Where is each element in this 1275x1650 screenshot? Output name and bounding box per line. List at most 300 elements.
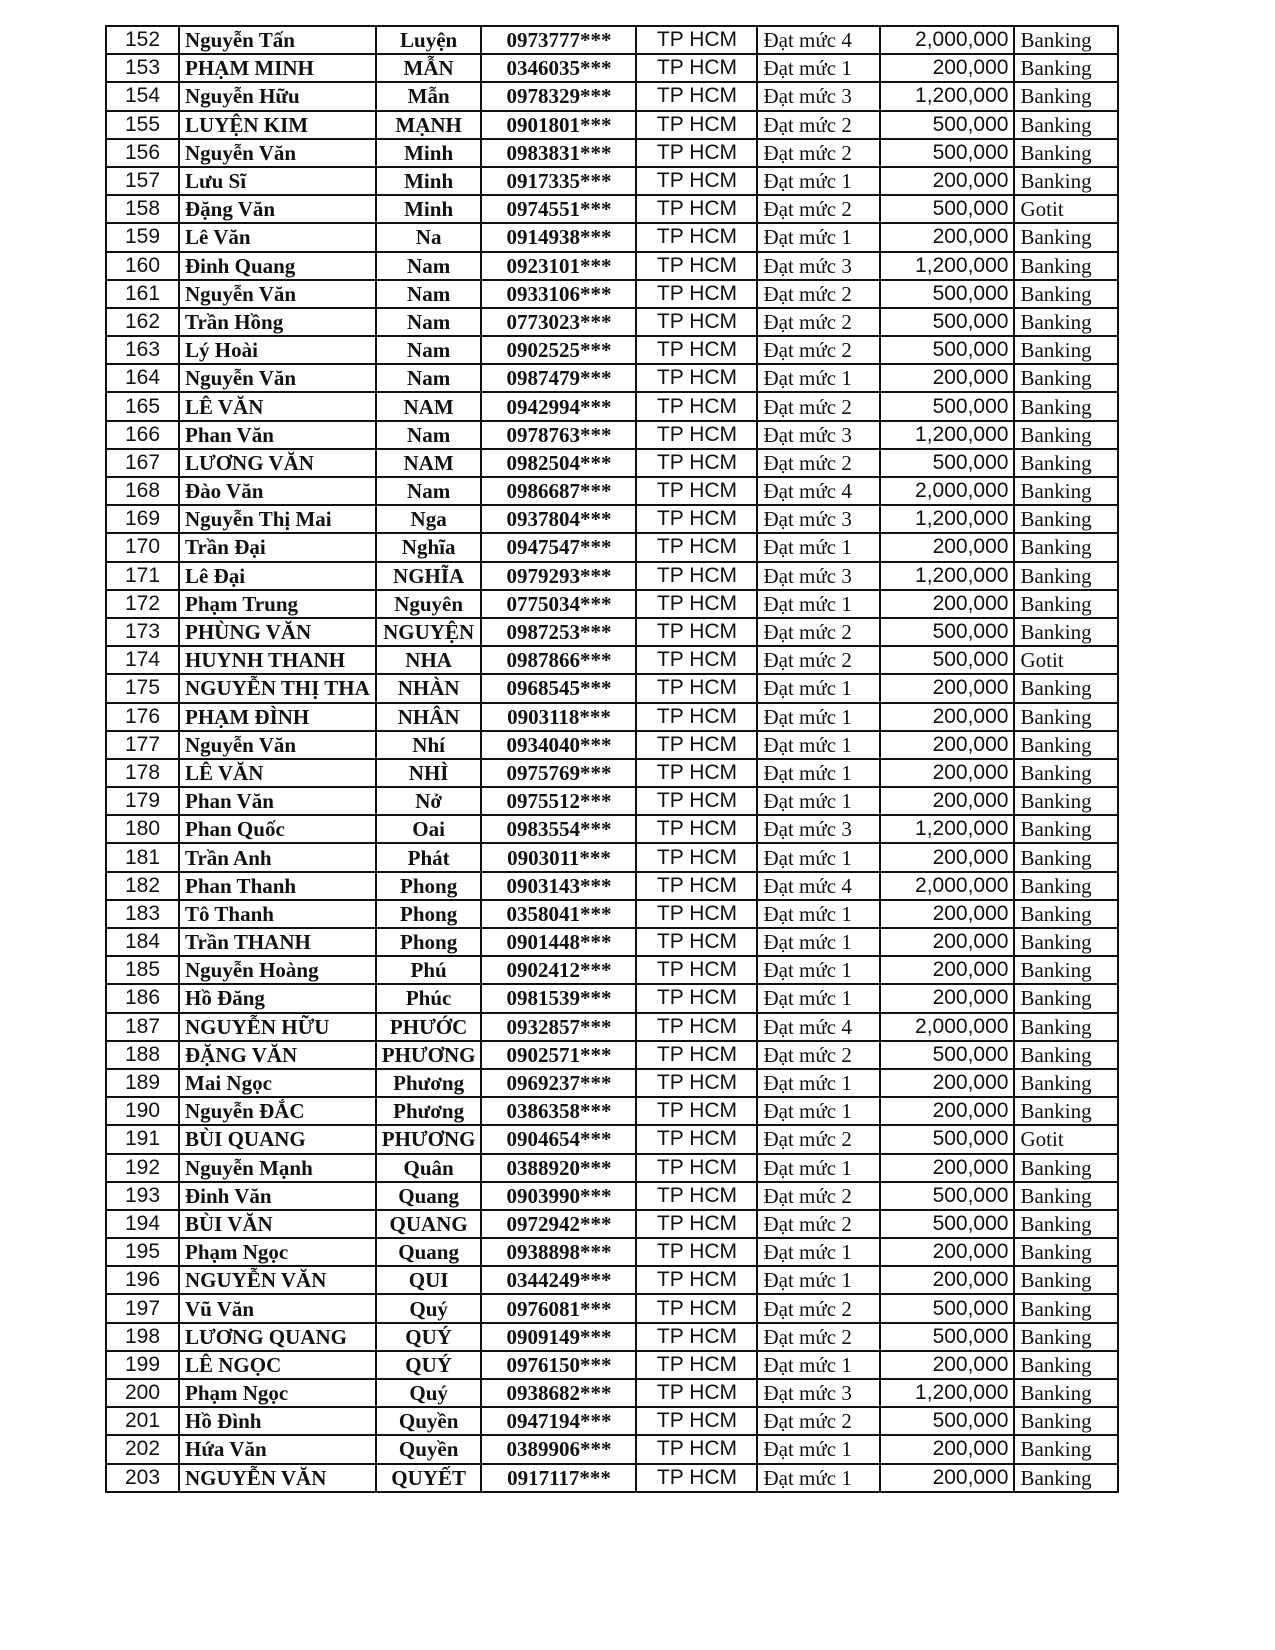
phone-cell: 0987479*** xyxy=(481,364,636,392)
level-cell: Đạt mức 1 xyxy=(757,787,880,815)
city-cell: TP HCM xyxy=(636,674,757,702)
last-name-cell: Nguyễn Văn xyxy=(179,731,376,759)
last-name-cell: NGUYỄN HỮU xyxy=(179,1013,376,1041)
payment-method-cell: Banking xyxy=(1014,308,1118,336)
row-number: 164 xyxy=(106,364,179,392)
first-name-cell: Phúc xyxy=(376,984,482,1012)
payment-method-cell: Banking xyxy=(1014,731,1118,759)
payment-method-cell: Banking xyxy=(1014,703,1118,731)
first-name-cell: QUYẾT xyxy=(376,1464,482,1492)
first-name-cell: Minh xyxy=(376,139,482,167)
amount-cell: 2,000,000 xyxy=(880,872,1014,900)
city-cell: TP HCM xyxy=(636,252,757,280)
table-row xyxy=(106,1379,1118,1407)
level-cell: Đạt mức 2 xyxy=(757,1323,880,1351)
table-row xyxy=(106,252,1118,280)
city-cell: TP HCM xyxy=(636,336,757,364)
phone-cell: 0389906*** xyxy=(481,1435,636,1463)
last-name-cell: BÙI QUANG xyxy=(179,1125,376,1153)
amount-cell: 200,000 xyxy=(880,590,1014,618)
last-name-cell: Phan Văn xyxy=(179,787,376,815)
city-cell: TP HCM xyxy=(636,195,757,223)
city-cell: TP HCM xyxy=(636,1097,757,1125)
first-name-cell: NHÀN xyxy=(376,674,482,702)
first-name-cell: Quý xyxy=(376,1379,482,1407)
payment-method-cell: Banking xyxy=(1014,843,1118,871)
level-cell: Đạt mức 4 xyxy=(757,1013,880,1041)
phone-cell: 0987866*** xyxy=(481,646,636,674)
amount-cell: 200,000 xyxy=(880,956,1014,984)
phone-cell: 0972942*** xyxy=(481,1210,636,1238)
row-number: 196 xyxy=(106,1266,179,1294)
first-name-cell: PHƯƠNG xyxy=(376,1125,482,1153)
table-row xyxy=(106,956,1118,984)
table-row xyxy=(106,1464,1118,1492)
first-name-cell: Nam xyxy=(376,336,482,364)
city-cell: TP HCM xyxy=(636,1294,757,1322)
city-cell: TP HCM xyxy=(636,1125,757,1153)
level-cell: Đạt mức 2 xyxy=(757,1125,880,1153)
row-number: 203 xyxy=(106,1464,179,1492)
payment-method-cell: Banking xyxy=(1014,223,1118,251)
last-name-cell: Tô Thanh xyxy=(179,900,376,928)
payment-method-cell: Banking xyxy=(1014,900,1118,928)
phone-cell: 0983554*** xyxy=(481,815,636,843)
payment-method-cell: Banking xyxy=(1014,421,1118,449)
first-name-cell: Minh xyxy=(376,167,482,195)
amount-cell: 1,200,000 xyxy=(880,421,1014,449)
first-name-cell: PHƯƠNG xyxy=(376,1041,482,1069)
level-cell: Đạt mức 2 xyxy=(757,1294,880,1322)
amount-cell: 200,000 xyxy=(880,731,1014,759)
row-number: 190 xyxy=(106,1097,179,1125)
table-row xyxy=(106,1182,1118,1210)
row-number: 152 xyxy=(106,26,179,54)
amount-cell: 1,200,000 xyxy=(880,82,1014,110)
phone-cell: 0976150*** xyxy=(481,1351,636,1379)
level-cell: Đạt mức 1 xyxy=(757,731,880,759)
payment-method-cell: Banking xyxy=(1014,1041,1118,1069)
payment-method-cell: Banking xyxy=(1014,1210,1118,1238)
first-name-cell: Mẫn xyxy=(376,82,482,110)
row-number: 189 xyxy=(106,1069,179,1097)
phone-cell: 0968545*** xyxy=(481,674,636,702)
amount-cell: 500,000 xyxy=(880,1407,1014,1435)
first-name-cell: Quang xyxy=(376,1238,482,1266)
phone-cell: 0973777*** xyxy=(481,26,636,54)
level-cell: Đạt mức 1 xyxy=(757,759,880,787)
city-cell: TP HCM xyxy=(636,54,757,82)
level-cell: Đạt mức 2 xyxy=(757,336,880,364)
amount-cell: 1,200,000 xyxy=(880,562,1014,590)
last-name-cell: Nguyễn ĐẮC xyxy=(179,1097,376,1125)
level-cell: Đạt mức 2 xyxy=(757,280,880,308)
level-cell: Đạt mức 4 xyxy=(757,477,880,505)
level-cell: Đạt mức 2 xyxy=(757,139,880,167)
city-cell: TP HCM xyxy=(636,787,757,815)
row-number: 161 xyxy=(106,280,179,308)
row-number: 194 xyxy=(106,1210,179,1238)
payment-method-cell: Banking xyxy=(1014,167,1118,195)
row-number: 176 xyxy=(106,703,179,731)
level-cell: Đạt mức 1 xyxy=(757,900,880,928)
table-row xyxy=(106,421,1118,449)
payment-method-cell: Banking xyxy=(1014,815,1118,843)
phone-cell: 0902412*** xyxy=(481,956,636,984)
winners-table xyxy=(105,25,1119,1493)
first-name-cell: QUI xyxy=(376,1266,482,1294)
city-cell: TP HCM xyxy=(636,562,757,590)
last-name-cell: ĐẶNG VĂN xyxy=(179,1041,376,1069)
last-name-cell: Vũ Văn xyxy=(179,1294,376,1322)
payment-method-cell: Banking xyxy=(1014,449,1118,477)
level-cell: Đạt mức 1 xyxy=(757,1435,880,1463)
table-row xyxy=(106,1351,1118,1379)
table-row xyxy=(106,364,1118,392)
level-cell: Đạt mức 1 xyxy=(757,364,880,392)
amount-cell: 200,000 xyxy=(880,54,1014,82)
table-row xyxy=(106,1407,1118,1435)
row-number: 174 xyxy=(106,646,179,674)
last-name-cell: Nguyễn Thị Mai xyxy=(179,505,376,533)
phone-cell: 0903143*** xyxy=(481,872,636,900)
last-name-cell: NGUYỄN VĂN xyxy=(179,1464,376,1492)
payment-method-cell: Banking xyxy=(1014,562,1118,590)
level-cell: Đạt mức 3 xyxy=(757,1379,880,1407)
amount-cell: 200,000 xyxy=(880,843,1014,871)
last-name-cell: Nguyễn Văn xyxy=(179,139,376,167)
row-number: 155 xyxy=(106,111,179,139)
amount-cell: 2,000,000 xyxy=(880,1013,1014,1041)
phone-cell: 0938682*** xyxy=(481,1379,636,1407)
table-row xyxy=(106,928,1118,956)
amount-cell: 200,000 xyxy=(880,984,1014,1012)
city-cell: TP HCM xyxy=(636,1041,757,1069)
row-number: 182 xyxy=(106,872,179,900)
table-row xyxy=(106,1041,1118,1069)
row-number: 162 xyxy=(106,308,179,336)
payment-method-cell: Banking xyxy=(1014,590,1118,618)
level-cell: Đạt mức 3 xyxy=(757,82,880,110)
payment-method-cell: Banking xyxy=(1014,364,1118,392)
last-name-cell: Trần Đại xyxy=(179,533,376,561)
amount-cell: 1,200,000 xyxy=(880,1379,1014,1407)
first-name-cell: NGHĨA xyxy=(376,562,482,590)
last-name-cell: Phạm Ngọc xyxy=(179,1379,376,1407)
first-name-cell: Nam xyxy=(376,421,482,449)
phone-cell: 0903118*** xyxy=(481,703,636,731)
payment-method-cell: Banking xyxy=(1014,1154,1118,1182)
payment-method-cell: Banking xyxy=(1014,872,1118,900)
amount-cell: 200,000 xyxy=(880,1351,1014,1379)
level-cell: Đạt mức 1 xyxy=(757,54,880,82)
row-number: 191 xyxy=(106,1125,179,1153)
first-name-cell: Phong xyxy=(376,900,482,928)
row-number: 192 xyxy=(106,1154,179,1182)
table-row xyxy=(106,1069,1118,1097)
phone-cell: 0346035*** xyxy=(481,54,636,82)
table-row xyxy=(106,674,1118,702)
level-cell: Đạt mức 3 xyxy=(757,421,880,449)
last-name-cell: Hồ Đình xyxy=(179,1407,376,1435)
payment-method-cell: Banking xyxy=(1014,956,1118,984)
level-cell: Đạt mức 1 xyxy=(757,1069,880,1097)
city-cell: TP HCM xyxy=(636,449,757,477)
amount-cell: 500,000 xyxy=(880,1294,1014,1322)
payment-method-cell: Gotit xyxy=(1014,1125,1118,1153)
last-name-cell: Lý Hoài xyxy=(179,336,376,364)
table-row xyxy=(106,872,1118,900)
level-cell: Đạt mức 2 xyxy=(757,449,880,477)
city-cell: TP HCM xyxy=(636,364,757,392)
last-name-cell: PHẠM MINH xyxy=(179,54,376,82)
city-cell: TP HCM xyxy=(636,1210,757,1238)
phone-cell: 0942994*** xyxy=(481,392,636,420)
table-row xyxy=(106,280,1118,308)
level-cell: Đạt mức 1 xyxy=(757,956,880,984)
last-name-cell: PHÙNG VĂN xyxy=(179,618,376,646)
payment-method-cell: Banking xyxy=(1014,505,1118,533)
last-name-cell: Nguyễn Văn xyxy=(179,364,376,392)
level-cell: Đạt mức 1 xyxy=(757,590,880,618)
payment-method-cell: Gotit xyxy=(1014,195,1118,223)
amount-cell: 1,200,000 xyxy=(880,252,1014,280)
first-name-cell: Phương xyxy=(376,1097,482,1125)
payment-method-cell: Banking xyxy=(1014,674,1118,702)
city-cell: TP HCM xyxy=(636,421,757,449)
row-number: 180 xyxy=(106,815,179,843)
city-cell: TP HCM xyxy=(636,139,757,167)
row-number: 201 xyxy=(106,1407,179,1435)
table-row xyxy=(106,618,1118,646)
amount-cell: 500,000 xyxy=(880,195,1014,223)
phone-cell: 0976081*** xyxy=(481,1294,636,1322)
level-cell: Đạt mức 2 xyxy=(757,1041,880,1069)
first-name-cell: QUÝ xyxy=(376,1323,482,1351)
row-number: 179 xyxy=(106,787,179,815)
level-cell: Đạt mức 2 xyxy=(757,195,880,223)
city-cell: TP HCM xyxy=(636,223,757,251)
city-cell: TP HCM xyxy=(636,618,757,646)
last-name-cell: Đinh Văn xyxy=(179,1182,376,1210)
first-name-cell: Phú xyxy=(376,956,482,984)
phone-cell: 0932857*** xyxy=(481,1013,636,1041)
level-cell: Đạt mức 3 xyxy=(757,815,880,843)
row-number: 153 xyxy=(106,54,179,82)
last-name-cell: Hồ Đăng xyxy=(179,984,376,1012)
city-cell: TP HCM xyxy=(636,505,757,533)
table-row xyxy=(106,562,1118,590)
phone-cell: 0947547*** xyxy=(481,533,636,561)
table-row xyxy=(106,759,1118,787)
first-name-cell: Quý xyxy=(376,1294,482,1322)
payment-method-cell: Banking xyxy=(1014,392,1118,420)
city-cell: TP HCM xyxy=(636,1323,757,1351)
payment-method-cell: Banking xyxy=(1014,1013,1118,1041)
last-name-cell: Đặng Văn xyxy=(179,195,376,223)
amount-cell: 500,000 xyxy=(880,1182,1014,1210)
row-number: 154 xyxy=(106,82,179,110)
level-cell: Đạt mức 1 xyxy=(757,533,880,561)
table-row xyxy=(106,815,1118,843)
row-number: 167 xyxy=(106,449,179,477)
level-cell: Đạt mức 1 xyxy=(757,1238,880,1266)
first-name-cell: Phong xyxy=(376,872,482,900)
table-row xyxy=(106,308,1118,336)
amount-cell: 200,000 xyxy=(880,1069,1014,1097)
phone-cell: 0903011*** xyxy=(481,843,636,871)
payment-method-cell: Banking xyxy=(1014,1097,1118,1125)
level-cell: Đạt mức 1 xyxy=(757,1464,880,1492)
row-number: 169 xyxy=(106,505,179,533)
table-row xyxy=(106,787,1118,815)
city-cell: TP HCM xyxy=(636,646,757,674)
amount-cell: 200,000 xyxy=(880,900,1014,928)
city-cell: TP HCM xyxy=(636,843,757,871)
payment-method-cell: Banking xyxy=(1014,1407,1118,1435)
row-number: 158 xyxy=(106,195,179,223)
phone-cell: 0388920*** xyxy=(481,1154,636,1182)
first-name-cell: Nam xyxy=(376,477,482,505)
row-number: 166 xyxy=(106,421,179,449)
level-cell: Đạt mức 4 xyxy=(757,26,880,54)
amount-cell: 500,000 xyxy=(880,392,1014,420)
city-cell: TP HCM xyxy=(636,533,757,561)
amount-cell: 200,000 xyxy=(880,1266,1014,1294)
row-number: 165 xyxy=(106,392,179,420)
city-cell: TP HCM xyxy=(636,1182,757,1210)
phone-cell: 0902571*** xyxy=(481,1041,636,1069)
first-name-cell: MẪN xyxy=(376,54,482,82)
phone-cell: 0978763*** xyxy=(481,421,636,449)
phone-cell: 0987253*** xyxy=(481,618,636,646)
payment-method-cell: Banking xyxy=(1014,1294,1118,1322)
row-number: 175 xyxy=(106,674,179,702)
row-number: 195 xyxy=(106,1238,179,1266)
first-name-cell: QUÝ xyxy=(376,1351,482,1379)
phone-cell: 0975769*** xyxy=(481,759,636,787)
row-number: 163 xyxy=(106,336,179,364)
city-cell: TP HCM xyxy=(636,167,757,195)
last-name-cell: Trần THANH xyxy=(179,928,376,956)
phone-cell: 0938898*** xyxy=(481,1238,636,1266)
table-row xyxy=(106,1323,1118,1351)
table-row xyxy=(106,731,1118,759)
city-cell: TP HCM xyxy=(636,872,757,900)
payment-method-cell: Banking xyxy=(1014,1435,1118,1463)
first-name-cell: MẠNH xyxy=(376,111,482,139)
first-name-cell: Phong xyxy=(376,928,482,956)
amount-cell: 200,000 xyxy=(880,167,1014,195)
payment-method-cell: Banking xyxy=(1014,280,1118,308)
first-name-cell: Minh xyxy=(376,195,482,223)
last-name-cell: Hứa Văn xyxy=(179,1435,376,1463)
level-cell: Đạt mức 1 xyxy=(757,1154,880,1182)
phone-cell: 0979293*** xyxy=(481,562,636,590)
table-row xyxy=(106,1154,1118,1182)
first-name-cell: Nam xyxy=(376,364,482,392)
table-row xyxy=(106,590,1118,618)
first-name-cell: Nam xyxy=(376,280,482,308)
first-name-cell: Nở xyxy=(376,787,482,815)
level-cell: Đạt mức 1 xyxy=(757,843,880,871)
payment-method-cell: Banking xyxy=(1014,111,1118,139)
phone-cell: 0901801*** xyxy=(481,111,636,139)
payment-method-cell: Banking xyxy=(1014,26,1118,54)
last-name-cell: Phan Quốc xyxy=(179,815,376,843)
row-number: 156 xyxy=(106,139,179,167)
first-name-cell: Na xyxy=(376,223,482,251)
level-cell: Đạt mức 1 xyxy=(757,674,880,702)
last-name-cell: Lưu Sĩ xyxy=(179,167,376,195)
table-row xyxy=(106,1294,1118,1322)
amount-cell: 200,000 xyxy=(880,787,1014,815)
first-name-cell: NHA xyxy=(376,646,482,674)
city-cell: TP HCM xyxy=(636,1069,757,1097)
last-name-cell: BÙI VĂN xyxy=(179,1210,376,1238)
city-cell: TP HCM xyxy=(636,392,757,420)
last-name-cell: LÊ NGỌC xyxy=(179,1351,376,1379)
level-cell: Đạt mức 1 xyxy=(757,1266,880,1294)
phone-cell: 0934040*** xyxy=(481,731,636,759)
amount-cell: 200,000 xyxy=(880,1097,1014,1125)
last-name-cell: HUYNH THANH xyxy=(179,646,376,674)
table-row xyxy=(106,843,1118,871)
payment-method-cell: Gotit xyxy=(1014,646,1118,674)
first-name-cell: Quang xyxy=(376,1182,482,1210)
last-name-cell: LƯƠNG VĂN xyxy=(179,449,376,477)
row-number: 185 xyxy=(106,956,179,984)
level-cell: Đạt mức 2 xyxy=(757,1407,880,1435)
phone-cell: 0909149*** xyxy=(481,1323,636,1351)
payment-method-cell: Banking xyxy=(1014,139,1118,167)
amount-cell: 1,200,000 xyxy=(880,815,1014,843)
level-cell: Đạt mức 3 xyxy=(757,505,880,533)
amount-cell: 200,000 xyxy=(880,364,1014,392)
payment-method-cell: Banking xyxy=(1014,787,1118,815)
first-name-cell: Nguyên xyxy=(376,590,482,618)
last-name-cell: LƯƠNG QUANG xyxy=(179,1323,376,1351)
city-cell: TP HCM xyxy=(636,1407,757,1435)
phone-cell: 0773023*** xyxy=(481,308,636,336)
table-row xyxy=(106,167,1118,195)
last-name-cell: Mai Ngọc xyxy=(179,1069,376,1097)
phone-cell: 0903990*** xyxy=(481,1182,636,1210)
table-row xyxy=(106,139,1118,167)
table-row xyxy=(106,82,1118,110)
level-cell: Đạt mức 4 xyxy=(757,872,880,900)
amount-cell: 200,000 xyxy=(880,759,1014,787)
city-cell: TP HCM xyxy=(636,1435,757,1463)
city-cell: TP HCM xyxy=(636,308,757,336)
level-cell: Đạt mức 1 xyxy=(757,1351,880,1379)
first-name-cell: Luyện xyxy=(376,26,482,54)
phone-cell: 0902525*** xyxy=(481,336,636,364)
last-name-cell: PHẠM ĐÌNH xyxy=(179,703,376,731)
row-number: 178 xyxy=(106,759,179,787)
phone-cell: 0923101*** xyxy=(481,252,636,280)
row-number: 198 xyxy=(106,1323,179,1351)
table-row xyxy=(106,505,1118,533)
phone-cell: 0986687*** xyxy=(481,477,636,505)
table-row xyxy=(106,54,1118,82)
payment-method-cell: Banking xyxy=(1014,82,1118,110)
row-number: 199 xyxy=(106,1351,179,1379)
amount-cell: 1,200,000 xyxy=(880,505,1014,533)
table-row xyxy=(106,1266,1118,1294)
last-name-cell: Đào Văn xyxy=(179,477,376,505)
city-cell: TP HCM xyxy=(636,26,757,54)
